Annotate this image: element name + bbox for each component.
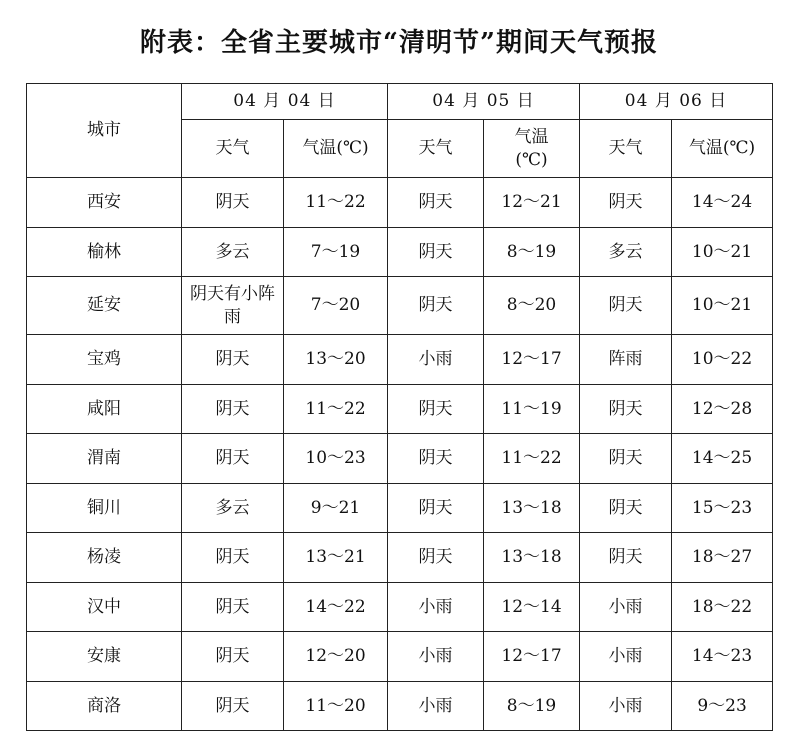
table-row <box>27 582 773 632</box>
temperature-cell: 11～22 <box>284 384 388 434</box>
weather-cell: 小雨 <box>388 681 484 731</box>
weather-cell: 阴天 <box>580 178 672 228</box>
weather-cell: 阴天有小阵雨 <box>182 277 284 335</box>
city-cell: 宝鸡 <box>27 335 182 385</box>
city-cell: 咸阳 <box>27 384 182 434</box>
temperature-cell: 11～22 <box>484 434 580 484</box>
temperature-cell: 9～21 <box>284 483 388 533</box>
temperature-cell: 8～20 <box>484 277 580 335</box>
weather-cell: 阴天 <box>580 533 672 583</box>
table-row <box>27 483 773 533</box>
weather-cell: 多云 <box>580 227 672 277</box>
weather-cell: 小雨 <box>580 632 672 682</box>
city-column-header: 城市 <box>27 84 182 178</box>
table-row <box>27 384 773 434</box>
temperature-cell: 12～21 <box>484 178 580 228</box>
weather-cell: 阴天 <box>388 384 484 434</box>
weather-cell: 小雨 <box>388 582 484 632</box>
weather-cell: 阴天 <box>388 227 484 277</box>
temperature-cell: 13～20 <box>284 335 388 385</box>
temperature-cell: 11～22 <box>284 178 388 228</box>
table-row <box>27 277 773 335</box>
temperature-cell: 12～17 <box>484 632 580 682</box>
temperature-cell: 18～22 <box>672 582 773 632</box>
temperature-cell: 12～14 <box>484 582 580 632</box>
weather-cell: 小雨 <box>388 632 484 682</box>
temperature-cell: 12～28 <box>672 384 773 434</box>
temperature-cell: 11～19 <box>484 384 580 434</box>
temperature-cell: 7～20 <box>284 277 388 335</box>
weather-cell: 阴天 <box>388 178 484 228</box>
temperature-cell: 10～21 <box>672 277 773 335</box>
weather-cell: 阴天 <box>388 434 484 484</box>
weather-cell: 阴天 <box>182 384 284 434</box>
date-header: 04 月 05 日 <box>388 84 580 120</box>
city-cell: 渭南 <box>27 434 182 484</box>
temperature-cell: 12～17 <box>484 335 580 385</box>
temperature-cell: 13～18 <box>484 533 580 583</box>
city-cell: 汉中 <box>27 582 182 632</box>
table-row <box>27 335 773 385</box>
weather-cell: 阴天 <box>580 277 672 335</box>
temperature-cell: 18～27 <box>672 533 773 583</box>
temperature-subheader: 气温 (℃) <box>484 120 580 178</box>
weather-subheader: 天气 <box>182 120 284 178</box>
weather-cell: 阴天 <box>388 483 484 533</box>
temperature-cell: 10～21 <box>672 227 773 277</box>
weather-cell: 阴天 <box>580 483 672 533</box>
weather-cell: 小雨 <box>388 335 484 385</box>
date-header: 04 月 06 日 <box>580 84 773 120</box>
temperature-subheader: 气温(℃) <box>672 120 773 178</box>
weather-cell: 阴天 <box>182 533 284 583</box>
temperature-cell: 12～20 <box>284 632 388 682</box>
weather-cell: 阴天 <box>182 632 284 682</box>
weather-cell: 多云 <box>182 227 284 277</box>
date-header: 04 月 04 日 <box>182 84 388 120</box>
city-cell: 西安 <box>27 178 182 228</box>
weather-cell: 阵雨 <box>580 335 672 385</box>
temperature-cell: 10～23 <box>284 434 388 484</box>
city-cell: 铜川 <box>27 483 182 533</box>
weather-cell: 阴天 <box>182 582 284 632</box>
city-cell: 商洛 <box>27 681 182 731</box>
page-title: 附表：全省主要城市“清明节”期间天气预报 <box>140 28 658 58</box>
weather-cell: 阴天 <box>182 178 284 228</box>
temperature-cell: 8～19 <box>484 681 580 731</box>
temperature-cell: 7～19 <box>284 227 388 277</box>
weather-cell: 小雨 <box>580 681 672 731</box>
temperature-cell: 10～22 <box>672 335 773 385</box>
weather-cell: 多云 <box>182 483 284 533</box>
table-row <box>27 632 773 682</box>
temperature-cell: 13～18 <box>484 483 580 533</box>
temperature-cell: 15～23 <box>672 483 773 533</box>
city-cell: 安康 <box>27 632 182 682</box>
temperature-cell: 9～23 <box>672 681 773 731</box>
weather-cell: 阴天 <box>182 681 284 731</box>
city-cell: 杨凌 <box>27 533 182 583</box>
weather-forecast-table <box>26 83 773 731</box>
table-row <box>27 178 773 228</box>
table-row <box>27 227 773 277</box>
weather-cell: 阴天 <box>182 335 284 385</box>
temperature-cell: 14～23 <box>672 632 773 682</box>
weather-cell: 阴天 <box>182 434 284 484</box>
weather-cell: 阴天 <box>388 277 484 335</box>
temperature-cell: 11～20 <box>284 681 388 731</box>
weather-subheader: 天气 <box>580 120 672 178</box>
temperature-cell: 14～25 <box>672 434 773 484</box>
weather-cell: 小雨 <box>580 582 672 632</box>
temperature-subheader: 气温(℃) <box>284 120 388 178</box>
weather-cell: 阴天 <box>580 384 672 434</box>
city-cell: 榆林 <box>27 227 182 277</box>
table-row <box>27 533 773 583</box>
table-row <box>27 681 773 731</box>
table-row <box>27 434 773 484</box>
temperature-cell: 14～22 <box>284 582 388 632</box>
temperature-cell: 14～24 <box>672 178 773 228</box>
weather-cell: 阴天 <box>388 533 484 583</box>
weather-cell: 阴天 <box>580 434 672 484</box>
city-cell: 延安 <box>27 277 182 335</box>
weather-subheader: 天气 <box>388 120 484 178</box>
temperature-cell: 13～21 <box>284 533 388 583</box>
temperature-cell: 8～19 <box>484 227 580 277</box>
